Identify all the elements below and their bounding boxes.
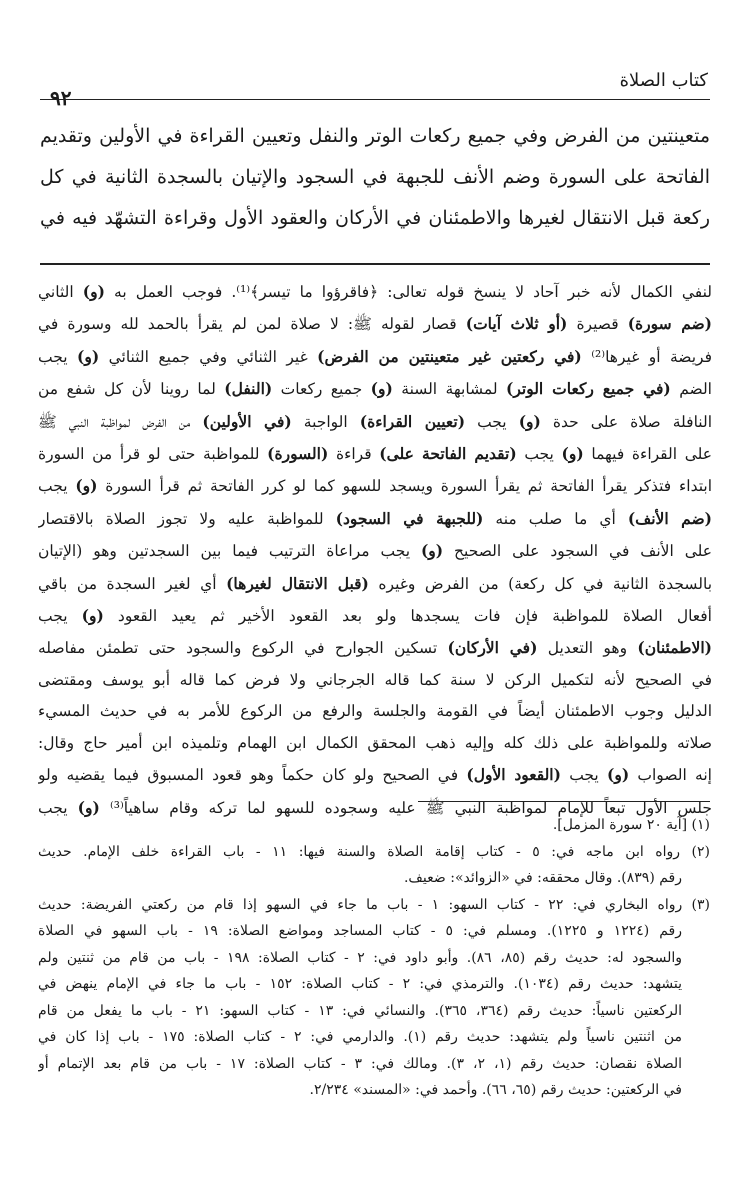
commentary-segment: (ضم سورة) قصيرة (أو ثلاث آيات) قصار لقوله ﷺ: لا صلاة لمن لم يقرأ بالحمد لله وسورة في — [38, 314, 712, 334]
commentary-line — [38, 665, 712, 696]
matn-line: ركعة قبل الانتقال لغيرها والاطمئنان في الأركان والعقود الأول وقراءة التشهّد فيه في — [40, 207, 710, 229]
commentary-segment: على القراءة فيهما (و) يجب (تقديم الفاتحة على) قراءة (السورة) للمواظبة حتى لو قرأ من السورة — [38, 444, 712, 464]
footnote-line — [38, 865, 710, 892]
commentary-rule — [40, 263, 710, 265]
footnote-text: والسجود له: حديث رقم (٨٥، ٨٦). وأبو داود في: ٢ - كتاب الصلاة: ١٩٨ - باب من قام من ثنتين ولم — [38, 949, 682, 966]
footnote-text: رقم (٨٣٩). وقال محققه: في «الزوائد»: ضعيف. — [403, 870, 682, 886]
footnote-line — [38, 945, 710, 972]
commentary-line — [38, 568, 712, 600]
commentary-segment: أفعال الصلاة للمواظبة فإن فات يسجدها ولو بعد القعود الأخير ثم يعيد القعود (و) يجب — [38, 606, 712, 626]
commentary-text — [38, 276, 712, 824]
commentary-segment: (الاطمئنان) وهو التعديل (في الأركان) تسكين الجوارح في الركوع والسجود حتى تطمئن مفاصله — [38, 638, 712, 658]
footnote-line — [38, 1051, 710, 1078]
commentary-line — [38, 535, 712, 567]
commentary-segment: ابتداء فتذكر يقرأ الفاتحة ثم يقرأ السورة ويسجد للسهو كما لو كرر الفاتحة ثم قرأ السورة (و) يجب — [38, 476, 712, 496]
commentary-segment: بالسجدة الثانية في كل ركعة) من الفرض وغيره (قبل الانتقال لغيرها) أي لغير السجدة من باقي — [38, 573, 712, 593]
footnote-text: يتشهد: حديث رقم (١٠٣٤). والترمذي في: ٢ - كتاب الصلاة: ١٥٢ - باب ما جاء في الإمام ينهض في — [38, 976, 683, 992]
footnote-line — [38, 998, 710, 1025]
commentary-line — [38, 341, 712, 373]
footnote-text: رواه ابن ماجه في: ٥ - كتاب إقامة الصلاة والسنة فيها: ١١ - باب القراءة خلف الإمام. حديث — [38, 843, 681, 860]
footnote-text: الركعتين ناسياً: حديث رقم (٣٦٤، ٣٦٥). والنسائي في: ١٣ - كتاب السهو: ٢١ - باب ما يفعل من قام — [38, 1002, 683, 1019]
footnote-text: من اثنتين ناسياً ولم يتشهد: حديث رقم (١). والدارمي في: ٢ - كتاب الصلاة: ١٧٥ - باب إذا كان في — [38, 1029, 682, 1045]
footnote-marker: (١) — [691, 817, 710, 833]
footnotes — [38, 812, 710, 1104]
footnote-line — [38, 971, 710, 998]
commentary-segment: ⁽³⁾ — [109, 798, 124, 817]
footnote-marker: (٢) — [691, 843, 710, 860]
running-header — [40, 64, 710, 110]
commentary-segment: فريضة أو غيرها — [605, 347, 712, 366]
footnote-text: [آية ٢٠ سورة المزمل]. — [552, 817, 688, 833]
commentary-line — [38, 759, 712, 791]
commentary-line — [38, 308, 712, 340]
footnote-text: رواه البخاري في: ٢٢ - كتاب السهو: ١ - باب ما جاء في السهو إذا قام من ركعتي الفريضة: حديث — [38, 896, 683, 913]
header-rule — [40, 99, 710, 100]
commentary-segment: . فوجب العمل به — [104, 283, 237, 301]
matn-line: الفاتحة على السورة وضم الأنف للجبهة في السجود والإتيان بالسجدة الثانية في كل — [40, 166, 710, 188]
commentary-line — [38, 600, 712, 632]
commentary-segment: (و) الثاني — [38, 282, 105, 301]
commentary-line — [38, 503, 712, 535]
commentary-line — [38, 728, 712, 759]
matn-line: متعينتين من الفرض وفي جميع ركعات الوتر والنفل وتعيين القراءة في الأولين وتقديم — [40, 125, 710, 147]
commentary-line — [38, 406, 712, 438]
footnote-rule — [418, 801, 710, 802]
commentary-segment: الدليل وجوب الاطمئنان أيضاً في القومة والجلسة والرفع من الركوع للأمر به في حديث المسيء — [38, 702, 712, 721]
commentary-segment: صلاته وللمواظبة على ذلك كله وإليه ذهب المحقق الكمال ابن الهمام وتلميذه ابن أمير حاج وقال: — [38, 733, 712, 752]
footnote-text: رقم (١٢٢٤ و ١٢٢٥). ومسلم في: ٥ - كتاب المساجد ومواضع الصلاة: ١٩ - باب السهو في الصلاة — [38, 923, 683, 939]
footnote-text: الصلاة نقصان: حديث رقم (١، ٢، ٣). ومالك في: ٣ - كتاب الصلاة: ١٧ - باب من قام بعد الإتمام أو — [38, 1055, 683, 1072]
commentary-line — [38, 632, 712, 664]
commentary-segment: على الأنف في السجود على الصحيح (و) يجب مراعاة الترتيب فيما بين السجدتين وهو (الإتيان — [38, 541, 712, 561]
commentary-line — [38, 373, 712, 405]
footnote-line — [38, 812, 710, 839]
header-title: كتاب الصلاة — [619, 70, 708, 91]
footnote-line — [38, 892, 710, 919]
commentary-segment: (في ركعتين غير متعينتين من الفرض) غير الثنائي وفي جميع الثنائي (و) يجب — [38, 346, 582, 366]
commentary-segment: النافلة صلاة على حدة (و) يجب (تعيين القراءة) الواجبة (في الأولين) من الفرض لمواظبة النبي ﷺ — [38, 411, 712, 431]
commentary-segment: لنفي الكمال لأنه خبر آحاد لا ينسخ قوله تعالى: ﴿فاقرؤوا ما تيسر﴾ — [250, 283, 712, 301]
footnote-marker: (٣) — [691, 896, 710, 913]
footnote-line — [38, 1077, 710, 1104]
commentary-segment: الضم (في جميع ركعات الوتر) لمشابهة السنة (و) جميع ركعات (النفل) لما روينا لأن كل شفع من — [38, 379, 712, 399]
commentary-segment: في الصحيح لأنه لتكميل الركن لا سنة كما قاله الجرجاني ولا فرض كما قاله أبو يوسف ومقتضى — [38, 670, 712, 689]
main-matn-text — [40, 116, 710, 239]
footnote-line — [38, 918, 710, 945]
commentary-line — [38, 470, 712, 502]
page-number: ٩٢ — [50, 86, 72, 110]
footnote-text: في الركعتين: حديث رقم (٦٥، ٦٦). وأحمد في: «المسند» ٢/٢٣٤. — [309, 1082, 682, 1098]
footnote-line — [38, 1024, 710, 1051]
commentary-segment: ⁽¹⁾ — [236, 283, 251, 301]
footnote-line — [38, 839, 710, 866]
commentary-segment: ⁽²⁾ — [591, 347, 606, 366]
commentary-segment: جلس الأول تبعاً للإمام لمواظبة النبي ﷺ عليه وسجوده للسهو لما تركه وقام ساهياً — [123, 798, 712, 817]
commentary-segment: إنه الصواب (و) يجب (القعود الأول) في الصحيح ولو كان حكماً وهو قعود المسبوق فيما يقضيه ولو — [38, 765, 712, 785]
commentary-line — [38, 276, 712, 308]
commentary-line — [38, 438, 712, 470]
commentary-line — [38, 696, 712, 727]
commentary-segment: (ضم الأنف) أي ما صلب منه (للجبهة في السجود) للمواظبة عليه ولا تجوز الصلاة بالاقتصار — [38, 508, 712, 528]
commentary-segment: (و) يجب — [38, 797, 100, 817]
